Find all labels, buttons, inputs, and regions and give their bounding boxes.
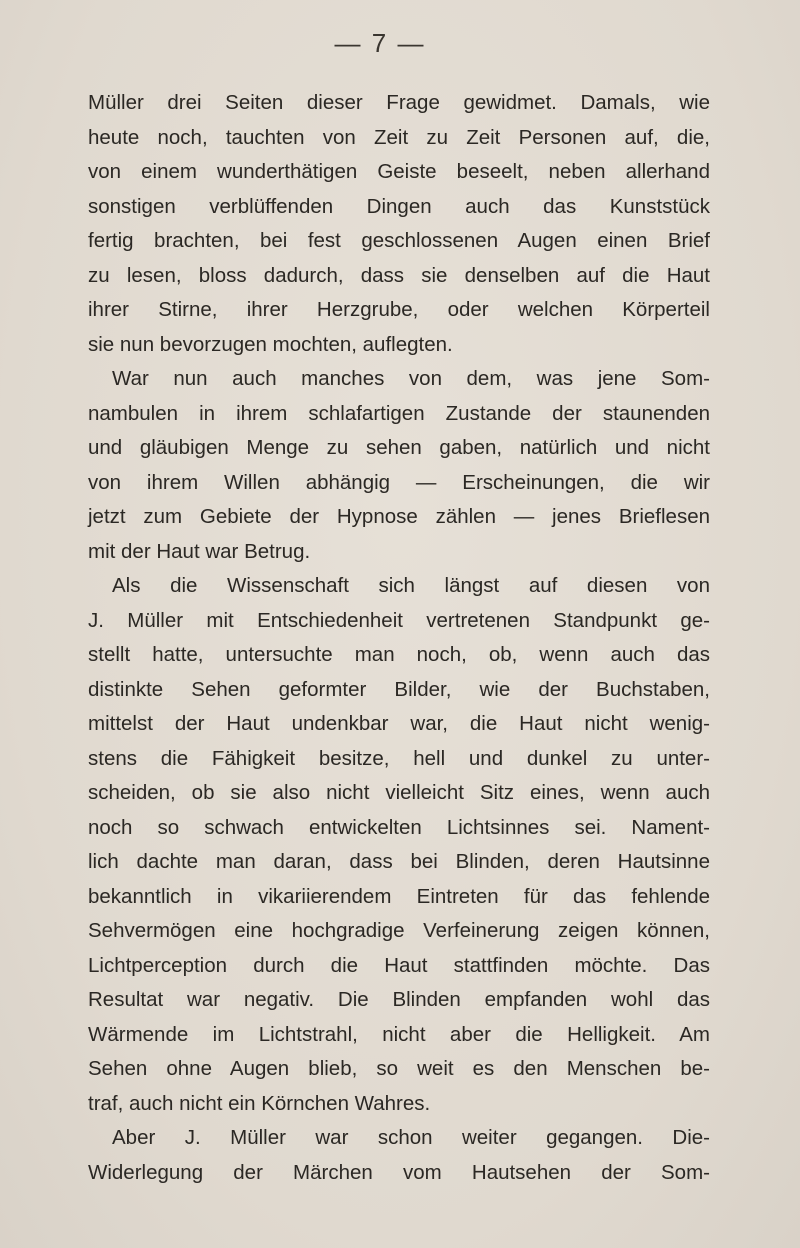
text-line: Sehvermögen eine hochgradige Verfeinerung zeigen können, xyxy=(88,919,710,942)
text-line: stellt hatte, untersuchte man noch, ob, wenn auch das xyxy=(88,643,710,666)
text-line: von ihrem Willen abhängig — Erscheinungen, die wir xyxy=(88,470,710,494)
text-line: Müller drei Seiten dieser Frage gewidmet. Damals, wie xyxy=(88,91,710,114)
page-number: — 7 — xyxy=(334,28,426,58)
text-line: scheiden, ob sie also nicht vielleicht Sitz eines, wenn auch xyxy=(88,781,710,804)
text-line: Widerlegung der Märchen vom Hautsehen der Som- xyxy=(88,1160,710,1184)
text-line: sie nun bevorzugen mochten, auflegten. xyxy=(88,332,453,356)
text-line: sonstigen verblüffenden Dingen auch das Kunststück xyxy=(88,194,710,218)
text-line: bekanntlich in vikariierendem Eintreten für das fehlende xyxy=(88,884,710,908)
text-line: mit der Haut war Betrug. xyxy=(88,539,311,563)
text-line: nambulen in ihrem schlafartigen Zustande der staunenden xyxy=(88,401,710,425)
text-line: lich dachte man daran, dass bei Blinden, deren Hautsinne xyxy=(88,850,710,873)
text-line: von einem wunderthätigen Geiste beseelt, neben allerhand xyxy=(88,160,710,183)
text-line: Sehen ohne Augen blieb, so weit es den Menschen be- xyxy=(88,1057,710,1080)
text-line: zu lesen, bloss dadurch, dass sie denselben auf die Haut xyxy=(88,263,710,287)
text-line: ihrer Stirne, ihrer Herzgrube, oder welchen Körperteil xyxy=(88,298,710,321)
text-line: Resultat war negativ. Die Blinden empfanden wohl das xyxy=(88,988,710,1011)
text-line: distinkte Sehen geformter Bilder, wie der Buchstaben, xyxy=(88,677,710,701)
body-text xyxy=(88,86,710,1190)
text-line: fertig brachten, bei fest geschlossenen Augen einen Brief xyxy=(88,229,710,252)
text-line: heute noch, tauchten von Zeit zu Zeit Personen auf, die, xyxy=(88,125,710,149)
text-line: traf, auch nicht ein Körnchen Wahres. xyxy=(88,1091,431,1115)
text-line: Wärmende im Lichtstrahl, nicht aber die Helligkeit. Am xyxy=(88,1022,710,1046)
text-line: mittelst der Haut undenkbar war, die Haut nicht wenig- xyxy=(88,712,710,735)
text-line: und gläubigen Menge zu sehen gaben, natürlich und nicht xyxy=(88,436,710,459)
paragraph-first-line: War nun auch manches von dem, was jene Som- xyxy=(112,367,710,390)
paragraph-first-line: Aber J. Müller war schon weiter gegangen. Die- xyxy=(112,1126,710,1149)
text-line: Lichtperception durch die Haut stattfinden möchte. Das xyxy=(88,953,710,977)
text-line: noch so schwach entwickelten Lichtsinnes sei. Nament- xyxy=(88,815,710,839)
text-line: stens die Fähigkeit besitze, hell und dunkel zu unter- xyxy=(88,746,710,770)
paragraph-first-line: Als die Wissenschaft sich längst auf diesen von xyxy=(112,574,710,597)
text-line: jetzt zum Gebiete der Hypnose zählen — jenes Brieflesen xyxy=(88,505,710,528)
text-line: J. Müller mit Entschiedenheit vertretenen Standpunkt ge- xyxy=(88,608,710,632)
